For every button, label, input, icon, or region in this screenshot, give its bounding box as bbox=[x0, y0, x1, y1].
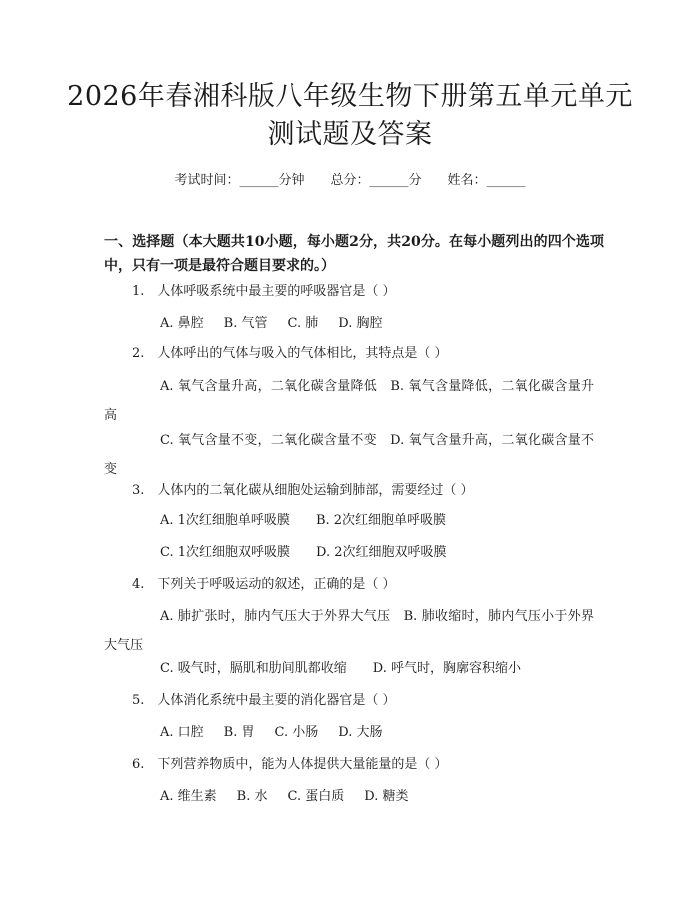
question-options: A. 氧气含量升高，二氧化碳含量降低 B. 氧气含量降低，二氧化碳含量升高 bbox=[104, 379, 594, 423]
option-c: C. 小肠 bbox=[274, 725, 319, 740]
section-heading-choice: 一、选择题（本大题共10小题，每小题2分，共20分。在每小题列出的四个选项中，只有一项是最符合题目要求的。） bbox=[104, 234, 604, 274]
question-options bbox=[160, 658, 521, 680]
question-options bbox=[160, 510, 446, 532]
option-b: B. 气管 bbox=[223, 316, 268, 331]
option-d: D. 大肠 bbox=[338, 725, 383, 740]
option-d: D. 呼气时，胸廓容积缩小 bbox=[372, 661, 521, 676]
option-d: D. 胸腔 bbox=[338, 316, 383, 331]
option-d: D. 糖类 bbox=[364, 789, 409, 804]
student-name-field: 姓名：______ bbox=[447, 173, 526, 188]
question-options bbox=[160, 786, 408, 808]
option-c: C. 蛋白质 bbox=[287, 789, 345, 804]
total-score-field: 总分：______分 bbox=[330, 173, 422, 188]
question-stem: 3. 人体内的二氧化碳从细胞处运输到肺部，需要经过（ ） bbox=[132, 483, 474, 498]
exam-time-field: 考试时间：______分钟 bbox=[174, 173, 305, 188]
exam-info-line bbox=[0, 169, 700, 188]
option-c: C. 吸气时，膈肌和肋间肌都收缩 bbox=[160, 661, 347, 676]
question-options bbox=[160, 722, 382, 744]
option-a: A. 鼻腔 bbox=[160, 316, 204, 331]
question-options bbox=[160, 313, 382, 335]
option-a: A. 维生素 bbox=[160, 789, 217, 804]
option-b: B. 水 bbox=[236, 789, 268, 804]
question-options: A. 肺扩张时，肺内气压大于外界大气压 B. 肺收缩时，肺内气压小于外界大气压 bbox=[104, 609, 594, 653]
option-b: B. 2次红细胞单呼吸膜 bbox=[315, 513, 447, 528]
question-stem: 6. 下列营养物质中，能为人体提供大量能量的是（ ） bbox=[132, 757, 448, 772]
question-stem: 2. 人体呼出的气体与吸入的气体相比，其特点是（ ） bbox=[132, 346, 448, 361]
question-options bbox=[160, 542, 447, 564]
question-options: C. 氧气含量不变，二氧化碳含量不变 D. 氧气含量升高，二氧化碳含量不变 bbox=[104, 433, 594, 477]
option-c: C. 肺 bbox=[287, 316, 319, 331]
option-d: D. 2次红细胞双呼吸膜 bbox=[316, 545, 447, 560]
option-a: A. 1次红细胞单呼吸膜 bbox=[160, 513, 290, 528]
option-c: C. 1次红细胞双呼吸膜 bbox=[160, 545, 291, 560]
option-a: A. 口腔 bbox=[160, 725, 204, 740]
option-b: B. 胃 bbox=[223, 725, 255, 740]
question-stem: 5. 人体消化系统中最主要的消化器官是（ ） bbox=[132, 693, 396, 708]
document-title: 2026年春湘科版八年级生物下册第五单元单元测试题及答案 bbox=[67, 81, 633, 150]
question-stem: 4. 下列关于呼吸运动的叙述，正确的是（ ） bbox=[132, 577, 396, 592]
question-stem: 1. 人体呼吸系统中最主要的呼吸器官是（ ） bbox=[132, 284, 396, 299]
